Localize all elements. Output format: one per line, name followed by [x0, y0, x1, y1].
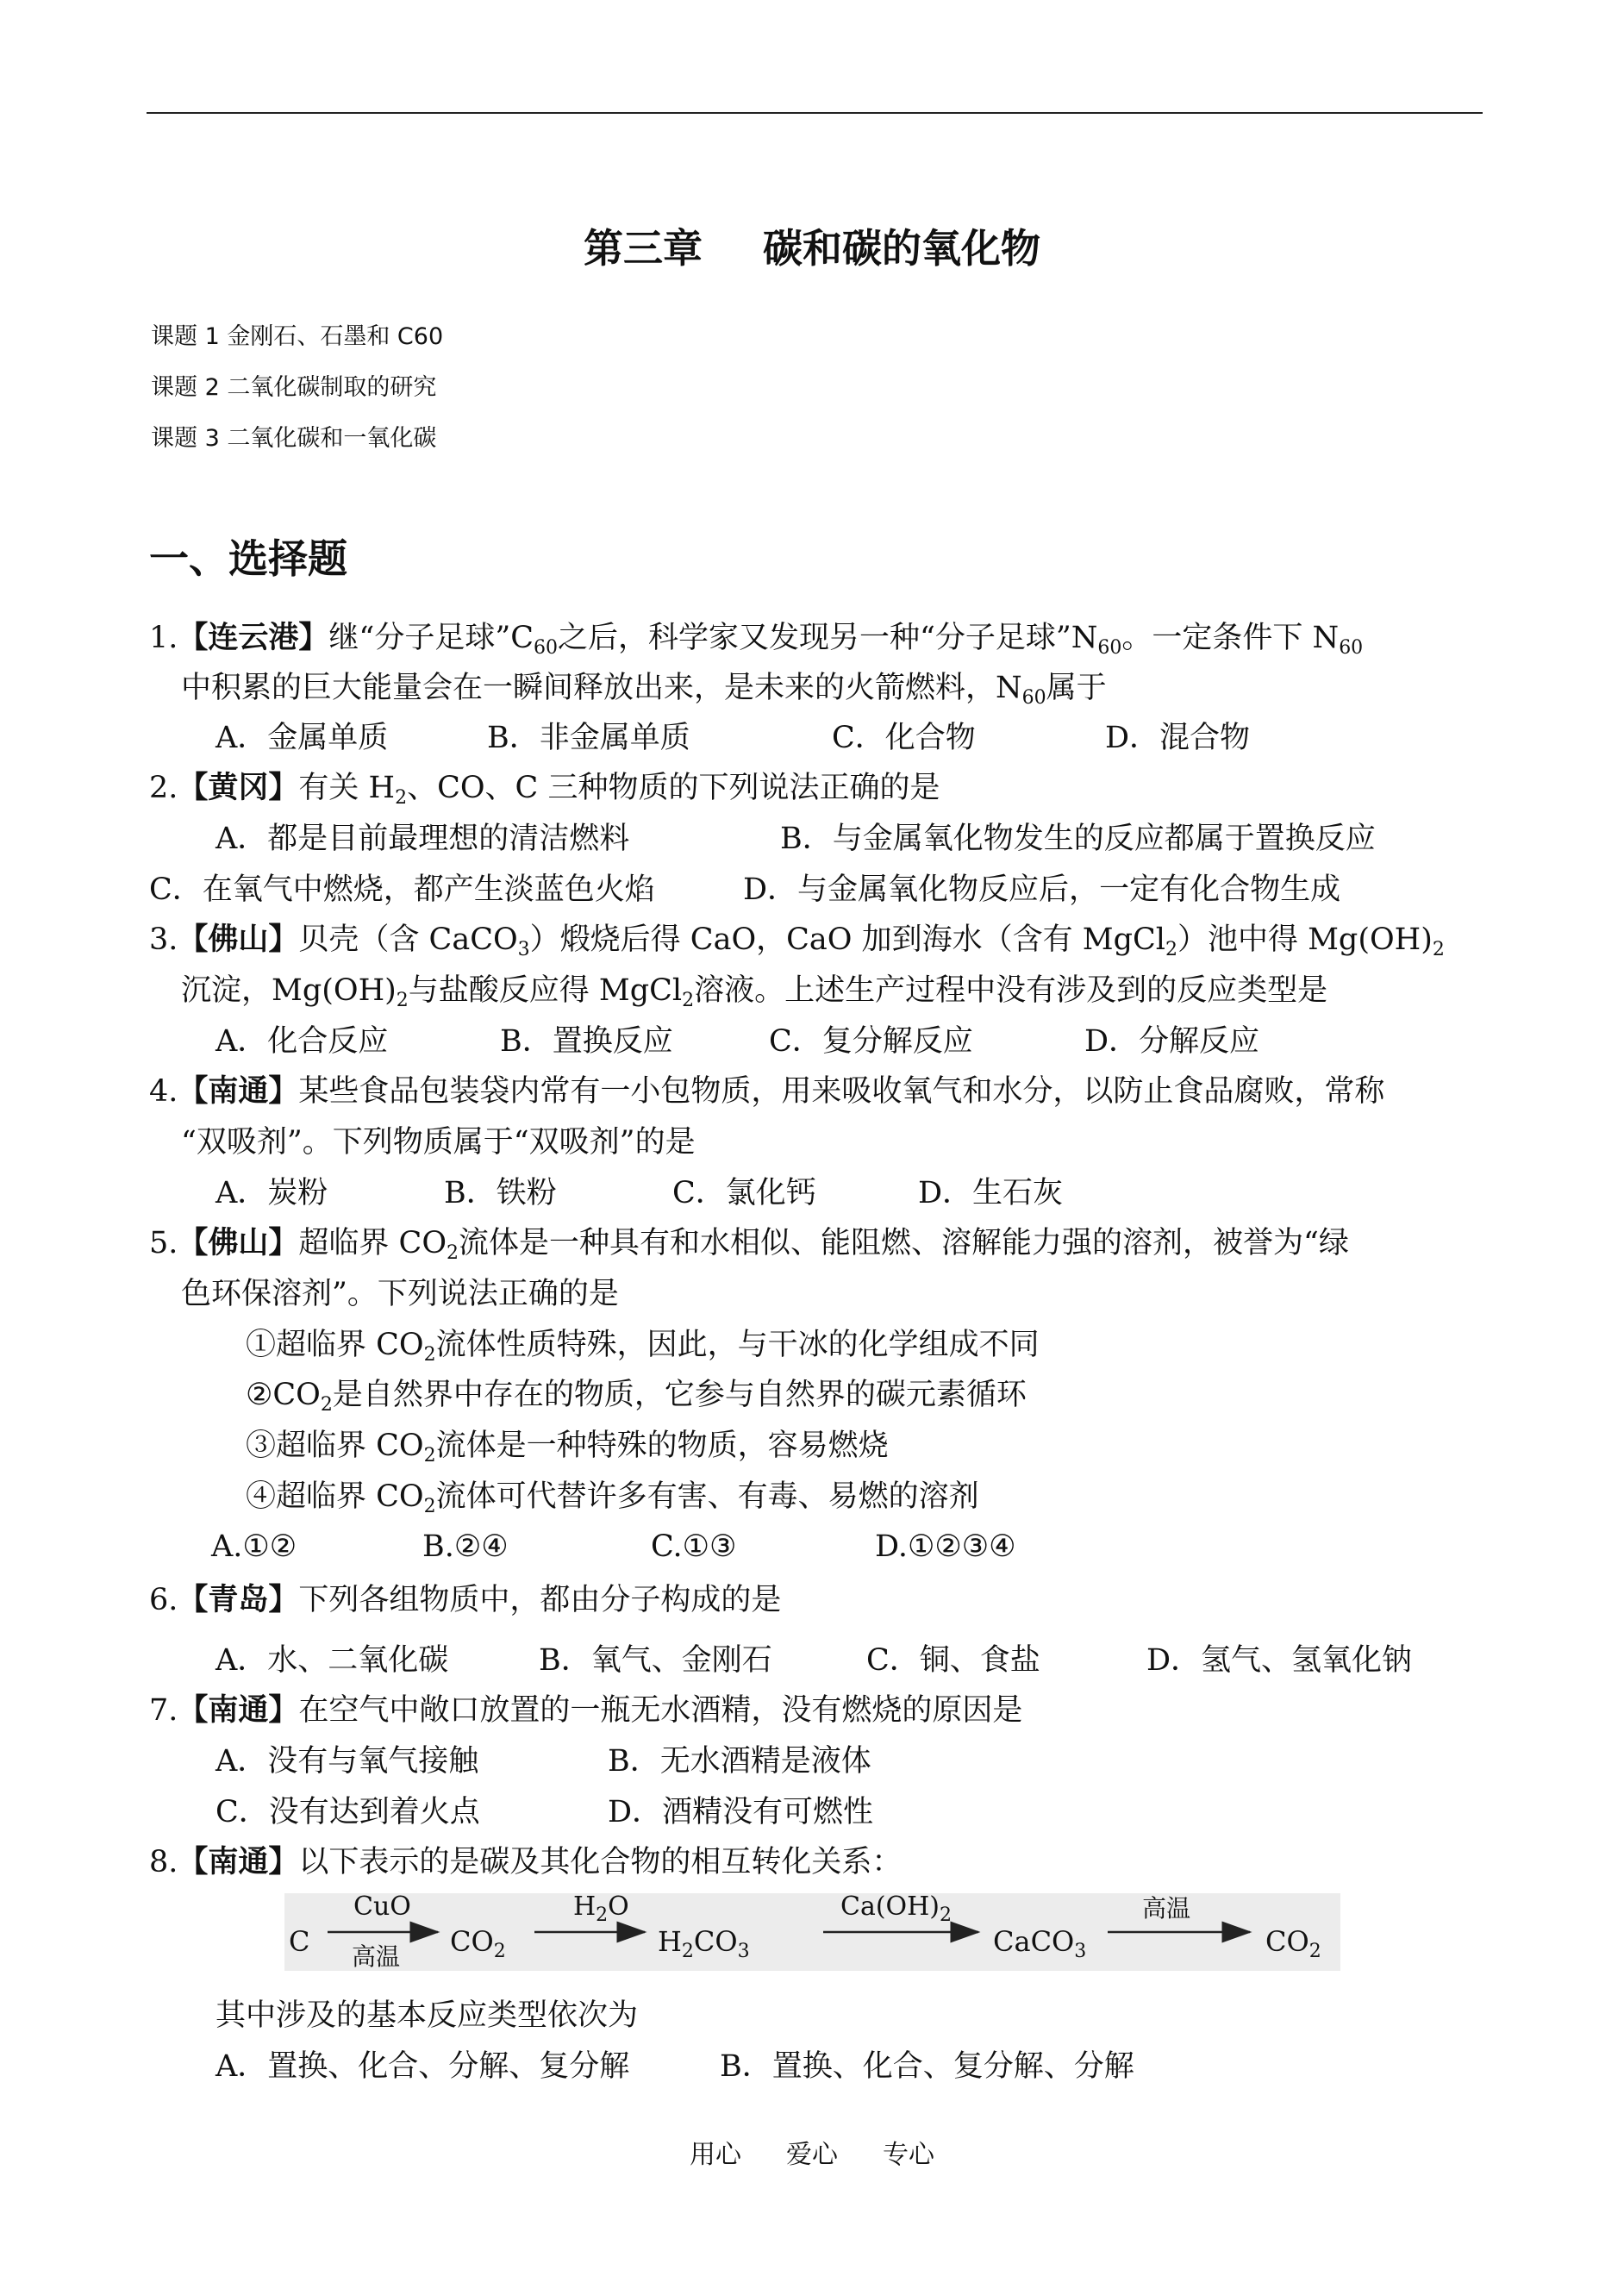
- question-8-line-2: 其中涉及的基本反应类型依次为: [215, 1998, 639, 2033]
- question-6-stem: 6.【青岛】下列各组物质中，都由分子构成的是: [149, 1583, 782, 1617]
- scheme-caoh2: $Ca(OH)_2$: [840, 1892, 953, 1926]
- header-rule: [147, 112, 1483, 114]
- question-4-line-2: “双吸剂”。下列物质属于“双吸剂”的是: [181, 1125, 696, 1160]
- question-5-statement-2: $②CO_2$是自然界中存在的物质，它参与自然界的碳元素循环: [246, 1378, 1027, 1416]
- question-1-option-b: B．非金属单质: [487, 721, 690, 755]
- question-3-line-1: 3.【佛山】贝壳（含 CaCO$_3$）煅烧后得 CaO，CaO 加到海水（含有 MgCl$_2$）池中得 $Mg(OH)_2$: [149, 922, 1445, 960]
- page-footer: 用心 爱心 专心: [690, 2140, 934, 2170]
- question-7-option-d: D．酒精没有可燃性: [608, 1795, 874, 1829]
- question-5-option-a: A.①②: [211, 1529, 297, 1564]
- chapter-title: 第三章 碳和碳的氧化物: [584, 225, 1040, 272]
- question-1-option-c: C．化合物: [832, 721, 976, 755]
- question-6-option-c: C．铜、食盐: [866, 1643, 1040, 1678]
- question-3-option-a: A．化合反应: [215, 1024, 389, 1059]
- question-7-option-c: C．没有达到着火点: [215, 1795, 480, 1829]
- question-8-stem: 8.【南通】以下表示的是碳及其化合物的相互转化关系：: [149, 1845, 903, 1879]
- carbon-conversion-scheme: [284, 1893, 1340, 1971]
- question-4-line-1: 4.【南通】某些食品包装袋内常有一小包物质，用来吸收氧气和水分，以防止食品腐败，常称: [149, 1074, 1385, 1109]
- question-5-line-1: 5.【佛山】超临界 $CO_2$流体是一种具有和水相似、能阻燃、溶解能力强的溶剂，被誉为“绿: [149, 1226, 1349, 1264]
- question-6-option-d: D．氢气、氢氧化钠: [1146, 1643, 1413, 1678]
- section-title: 一、选择题: [149, 535, 347, 582]
- question-1-option-a: A．金属单质: [215, 721, 389, 755]
- question-5-statement-1: ①超临界 $CO_2$流体性质特殊，因此，与干冰的化学组成不同: [246, 1328, 1040, 1366]
- scheme-h2o: $H_2O$: [573, 1892, 629, 1926]
- question-7-option-a: A．没有与氧气接触: [215, 1744, 479, 1779]
- question-5-option-c: C.①③: [651, 1529, 737, 1564]
- scheme-high-temp-1: 高温: [352, 1942, 401, 1971]
- question-5-statement-4: ④超临界 $CO_2$流体可代替许多有害、有毒、易燃的溶剂: [246, 1479, 979, 1517]
- question-8-option-a: A．置换、化合、分解、复分解: [215, 2049, 630, 2084]
- question-4-option-b: B．铁粉: [444, 1176, 557, 1210]
- topic-1: 课题 1 金刚石、石墨和 C60: [151, 323, 444, 350]
- scheme-high-temp-2: 高温: [1142, 1894, 1191, 1923]
- question-3-line-2: 沉淀，$Mg(OH)_2$与盐酸反应得 MgCl$_2$溶液。上述生产过程中没有涉及到的反应类型是: [181, 973, 1328, 1011]
- question-6-option-a: A．水、二氧化碳: [215, 1643, 449, 1678]
- question-2-option-c: C．在氧气中燃烧，都产生淡蓝色火焰: [149, 872, 655, 907]
- question-3-option-d: D．分解反应: [1084, 1024, 1260, 1059]
- question-3-option-c: C．复分解反应: [769, 1024, 973, 1059]
- topic-3: 课题 3 二氧化碳和一氧化碳: [151, 425, 437, 452]
- question-4-option-c: C．氯化钙: [672, 1176, 816, 1210]
- question-3-option-b: B．置换反应: [500, 1024, 673, 1059]
- question-6-option-b: B．氧气、金刚石: [539, 1643, 772, 1678]
- topic-2: 课题 2 二氧化碳制取的研究: [151, 374, 437, 401]
- scheme-co2: $CO_2$: [450, 1925, 506, 1962]
- scheme-h2co3: $H_2CO_3$: [658, 1925, 750, 1962]
- question-2-option-b: B．与金属氧化物发生的反应都属于置换反应: [780, 822, 1376, 856]
- question-2-option-a: A．都是目前最理想的清洁燃料: [215, 822, 630, 856]
- question-4-option-d: D．生石灰: [918, 1176, 1064, 1210]
- scheme-cuo: CuO: [353, 1892, 411, 1922]
- question-2-option-d: D．与金属氧化物反应后，一定有化合物生成: [743, 872, 1341, 907]
- question-5-statement-3: ③超临界 $CO_2$流体是一种特殊的物质，容易燃烧: [246, 1429, 889, 1466]
- question-5-option-b: B.②④: [422, 1529, 509, 1564]
- scheme-co2-final: $CO_2$: [1265, 1925, 1321, 1962]
- question-1-line-1: 1.【连云港】继“分子足球$”C_{60}$之后，科学家又发现另一种“分子足球$”N_{60}$。一定条件下 $N_{60}$: [149, 621, 1364, 659]
- question-7-stem: 7.【南通】在空气中敞口放置的一瓶无水酒精，没有燃烧的原因是: [149, 1693, 1023, 1728]
- question-1-line-2: 中积累的巨大能量会在一瞬间释放出来，是未来的火箭燃料，$N_{60}$属于: [181, 671, 1107, 709]
- question-2-stem: 2.【黄冈】有关 $H_2$、CO、C 三种物质的下列说法正确的是: [149, 771, 940, 809]
- question-1-option-d: D．混合物: [1105, 721, 1251, 755]
- question-7-option-b: B．无水酒精是液体: [608, 1744, 871, 1779]
- scheme-c: C: [289, 1925, 310, 1958]
- question-4-option-a: A．炭粉: [215, 1176, 328, 1210]
- question-5-option-d: D.①②③④: [875, 1529, 1016, 1564]
- question-8-option-b: B．置换、化合、复分解、分解: [720, 2049, 1134, 2084]
- scheme-caco3: CaCO$_3$: [993, 1925, 1087, 1962]
- question-5-line-2: 色环保溶剂”。下列说法正确的是: [181, 1277, 619, 1311]
